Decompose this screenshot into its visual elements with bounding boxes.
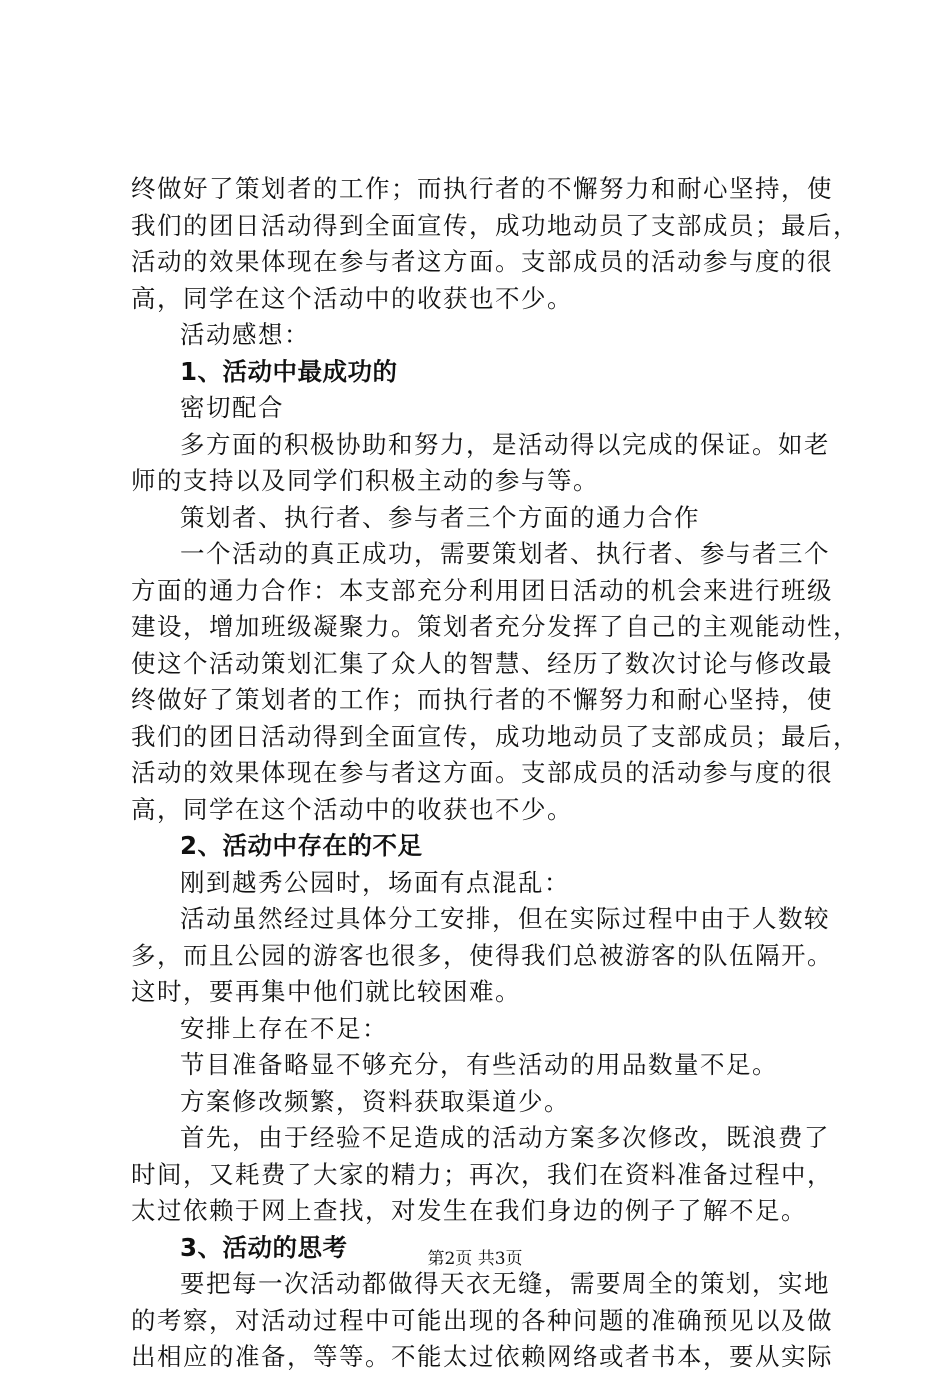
text-line: 我们的团日活动得到全面宣传，成功地动员了支部成员；最后， xyxy=(131,210,859,240)
text-line: 建设，增加班级凝聚力。策划者充分发挥了自己的主观能动性， xyxy=(131,612,859,641)
text-line: 安排上存在不足： xyxy=(180,1013,388,1043)
text-line: 终做好了策划者的工作；而执行者的不懈努力和耐心坚持，使 xyxy=(131,174,833,203)
text-line: 活动的效果体现在参与者这方面。支部成员的活动参与度的很 xyxy=(131,247,833,276)
text-line: 活动虽然经过具体分工安排，但在实际过程中由于人数较 xyxy=(180,904,830,933)
text-line: 方案修改频繁，资料获取渠道少。 xyxy=(180,1086,570,1116)
text-line: 的考察，对活动过程中可能出现的各种问题的准确预见以及做 xyxy=(131,1305,833,1335)
text-line: 方面的通力合作：本支部充分利用团日活动的机会来进行班级 xyxy=(131,575,833,605)
text-line: 策划者、执行者、参与者三个方面的通力合作 xyxy=(180,502,700,532)
text-line: 一个活动的真正成功，需要策划者、执行者、参与者三个 xyxy=(180,539,830,568)
text-line: 要把每一次活动都做得天衣无缝，需要周全的策划，实地 xyxy=(180,1269,830,1298)
section-heading: 3、活动的思考 xyxy=(180,1232,348,1262)
text-line: 节目准备略显不够充分，有些活动的用品数量不足。 xyxy=(180,1050,778,1079)
text-line: 多，而且公园的游客也很多，使得我们总被游客的队伍隔开。 xyxy=(131,940,833,970)
text-line: 刚到越秀公园时，场面有点混乱： xyxy=(180,867,570,897)
section-heading: 2、活动中存在的不足 xyxy=(180,831,423,860)
document-body xyxy=(131,171,859,1376)
text-line: 太过依赖于网上查找，对发生在我们身边的例子了解不足。 xyxy=(131,1196,807,1225)
text-line: 密切配合 xyxy=(180,393,284,422)
text-line: 活动的效果体现在参与者这方面。支部成员的活动参与度的很 xyxy=(131,758,833,787)
text-line: 这时，要再集中他们就比较困难。 xyxy=(131,977,521,1006)
text-line: 使这个活动策划汇集了众人的智慧、经历了数次讨论与修改最 xyxy=(131,648,833,678)
text-line: 终做好了策划者的工作；而执行者的不懈努力和耐心坚持，使 xyxy=(131,685,833,714)
section-heading: 1、活动中最成功的 xyxy=(180,356,398,386)
text-line: 我们的团日活动得到全面宣传，成功地动员了支部成员；最后， xyxy=(131,721,859,751)
text-line: 高，同学在这个活动中的收获也不少。 xyxy=(131,794,573,824)
text-line: 首先，由于经验不足造成的活动方案多次修改，既浪费了 xyxy=(180,1123,830,1152)
text-line: 高，同学在这个活动中的收获也不少。 xyxy=(131,283,573,313)
page-footer: 第2页 共3页 xyxy=(427,1249,523,1269)
text-line: 活动感想： xyxy=(180,320,310,349)
text-line: 多方面的积极协助和努力，是活动得以完成的保证。如老 xyxy=(180,429,830,459)
text-line: 师的支持以及同学们积极主动的参与等。 xyxy=(131,466,599,495)
text-line: 时间，又耗费了大家的精力；再次，我们在资料准备过程中， xyxy=(131,1159,833,1189)
text-line: 出相应的准备，等等。不能太过依赖网络或者书本，要从实际 xyxy=(131,1342,833,1371)
